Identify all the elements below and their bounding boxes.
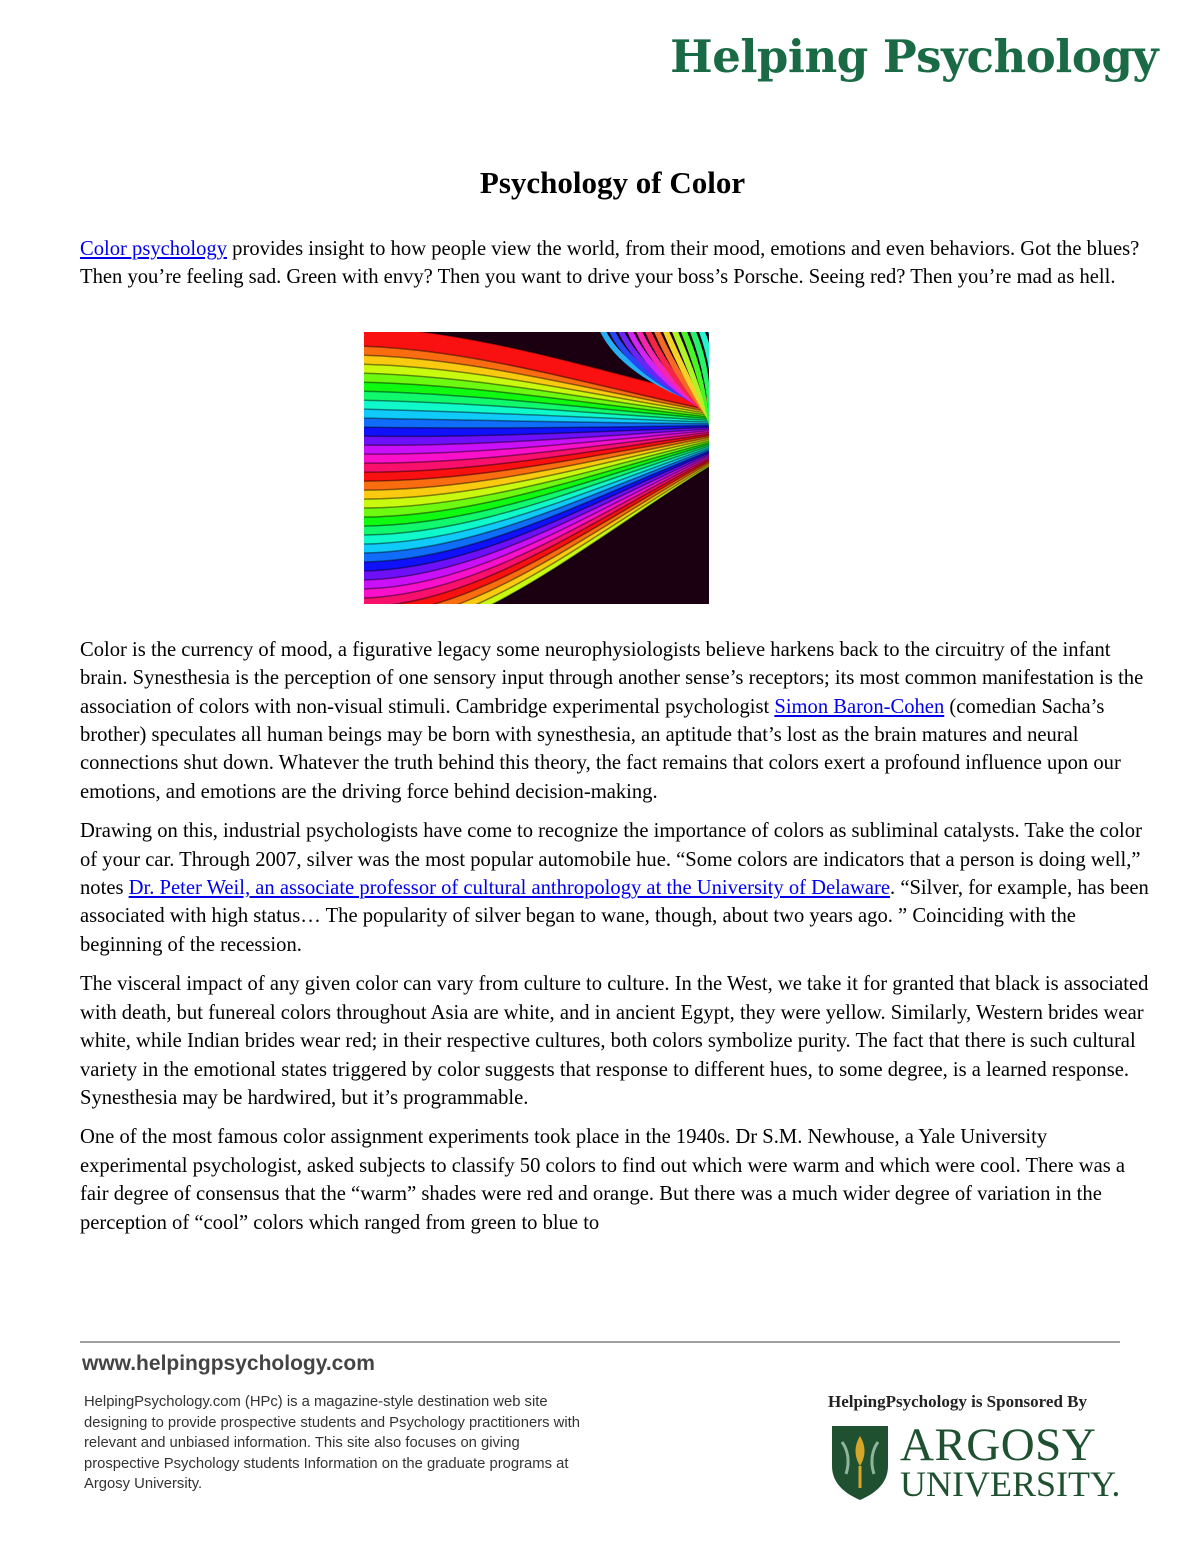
argosy-shield-icon xyxy=(828,1422,892,1502)
rainbow-swirl-image xyxy=(364,332,709,604)
paragraph-culture: The visceral impact of any given color can vary from culture to culture. In the West, we take it for granted that black is associated with death, but funereal colors throughout Asia are white, and in ancient Egypt, they were yellow. Similarly, Western brides wear white, while Indian brides wear red; in their respective cultures, both colors symbolize purity. The fact that there is such cultural variety in the emotional states triggered by color suggests that response to different hues, to some degree, is a learned response. Synesthesia may be hardwired, but it’s programmable. xyxy=(80,973,1149,1109)
article-body xyxy=(80,235,1155,1248)
paragraph-intro xyxy=(80,235,1155,292)
argosy-university-text: UNIVERSITY. xyxy=(900,1464,1121,1504)
page-title: Psychology of Color xyxy=(479,165,746,200)
paragraph-experiment: One of the most famous color assignment experiments took place in the 1940s. Dr S.M. Newhouse, a Yale University experimental psychologist, asked subjects to classify 50 colors to find out which were warm and which were cool. There was a fair degree of consensus that the “warm” shades were red and orange. But there was a much wider degree of variation in the perception of “cool” colors which ranged from green to blue to xyxy=(80,1126,1126,1234)
color-psychology-link[interactable]: Color psychology xyxy=(80,238,228,260)
site-brand-logo[interactable]: Helping Psychology xyxy=(670,30,1158,83)
simon-baron-cohen-link[interactable]: Simon Baron-Cohen xyxy=(774,695,945,718)
argosy-university-logo[interactable] xyxy=(828,1419,1121,1505)
paragraph-industrial: Drawing on this, industrial psychologists have come to recognize the importance of colors as subliminal catalysts. Take the color of your car. Through 2007, silver was the most popular automobile hue. “Some colors are indicators that a person is doing well,” notes Dr. Peter Weil, an associate professor of cultural anthropology at the University of Delaware. “Silver, for example, has been associated with high status… The popularity of silver began to wane, though, about two years ago. ” Coinciding with the beginning of the recession. xyxy=(80,820,1149,956)
argosy-name: ARGOSY xyxy=(900,1419,1097,1471)
footer-divider xyxy=(80,1341,1120,1343)
paragraph-intro-text: provides insight to how people view the world, from their mood, emotions and even behaviors. Got the blues? Then you’re feeling sad. Green with envy? Then you want to drive your boss’s Porsche. Seeing red? Then you’re mad as hell. xyxy=(80,238,1140,289)
paragraph-synesthesia: Color is the currency of mood, a figurative legacy some neurophysiologists believe harkens back to the circuitry of the infant brain. Synesthesia is the perception of one sensory input through another sense’s receptors; its most common manifestation is the association of colors with non-visual stimuli. Cambridge experimental psychologist Simon Baron-Cohen (comedian Sacha’s brother) speculates all human beings may be born with synesthesia, an aptitude that’s lost as the brain matures and neural connections shut down. Whatever the truth behind this theory, the fact remains that colors exert a profound influence upon our emotions, and emotions are the driving force behind decision-making. xyxy=(80,638,1144,803)
footer-description: HelpingPsychology.com (HPc) is a magazine-style destination web site designing to provide prospective students and Psychology practitioners with relevant and unbiased information. This site also focuses on giving prospective Psychology students Information on the graduate programs at Argosy University. xyxy=(84,1394,580,1492)
sponsor-label: HelpingPsychology is Sponsored By xyxy=(828,1392,1087,1411)
peter-weil-link[interactable]: Dr. Peter Weil, an associate professor of cultural anthropology at the University of Delaware xyxy=(128,877,891,900)
footer-site-url[interactable]: www.helpingpsychology.com xyxy=(82,1352,375,1375)
